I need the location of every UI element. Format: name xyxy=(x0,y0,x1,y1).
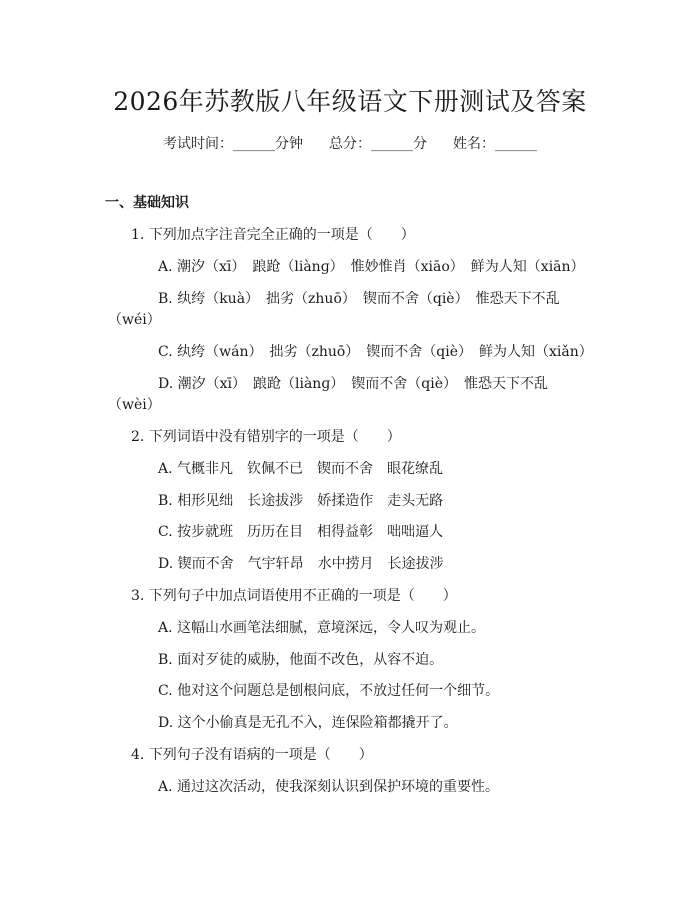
question-option: D. 这个小偷真是无孔不入，连保险箱都撬开了。 xyxy=(158,715,458,731)
question-option: C. 按步就班 历历在目 相得益彰 咄咄逼人 xyxy=(158,524,444,540)
exam-time-field: 考试时间：______分钟 xyxy=(163,136,303,152)
question-option: D. 锲而不舍 气宇轩昂 水中捞月 长途拔涉 xyxy=(158,556,444,572)
question-option: A. 这幅山水画笔法细腻，意境深远，令人叹为观止。 xyxy=(158,620,486,636)
question-stem: 1. 下列加点字注音完全正确的一项是（ ） xyxy=(131,227,415,243)
page-title: 2026年苏教版八年级语文下册测试及答案 xyxy=(113,87,587,116)
question-option: A. 潮汐（xī） 踉跄（liànɡ） 惟妙惟肖（xiāo） 鲜为人知（xiān） xyxy=(158,259,585,275)
option-wrap-text: （wèi） xyxy=(108,397,161,413)
question-option: A. 气概非凡 钦佩不已 锲而不舍 眼花缭乱 xyxy=(158,461,444,477)
exam-info-line xyxy=(0,133,700,153)
question-option: B. 相形见绌 长途拔涉 娇揉造作 走头无路 xyxy=(158,493,444,509)
question-stem: 2. 下列词语中没有错别字的一项是（ ） xyxy=(131,429,401,445)
question-option: B. 面对歹徒的威胁，他面不改色，从容不迫。 xyxy=(158,652,444,668)
question-option: A. 通过这次活动，使我深刻认识到保护环境的重要性。 xyxy=(158,779,500,795)
question-option: C. 他对这个问题总是刨根问底，不放过任何一个细节。 xyxy=(158,683,500,699)
option-wrap-text: （wéi） xyxy=(108,312,161,328)
question-option: D. 潮汐（xī） 踉跄（liànɡ） 锲而不舍（qiè） 惟恐天下不乱 xyxy=(158,376,549,392)
question-stem: 4. 下列句子没有语病的一项是（ ） xyxy=(131,747,373,763)
section-heading: 一、基础知识 xyxy=(105,195,189,211)
total-score-field: 总分：______分 xyxy=(329,136,427,152)
student-name-field: 姓名：______ xyxy=(453,136,537,152)
question-stem: 3. 下列句子中加点词语使用不正确的一项是（ ） xyxy=(131,588,457,604)
question-option: B. 纨绔（kuà） 拙劣（zhuō） 锲而不舍（qiè） 惟恐天下不乱 xyxy=(158,291,560,307)
question-option: C. 纨绔（wán） 拙劣（zhuō） 锲而不舍（qiè） 鲜为人知（xiǎn） xyxy=(158,344,593,360)
